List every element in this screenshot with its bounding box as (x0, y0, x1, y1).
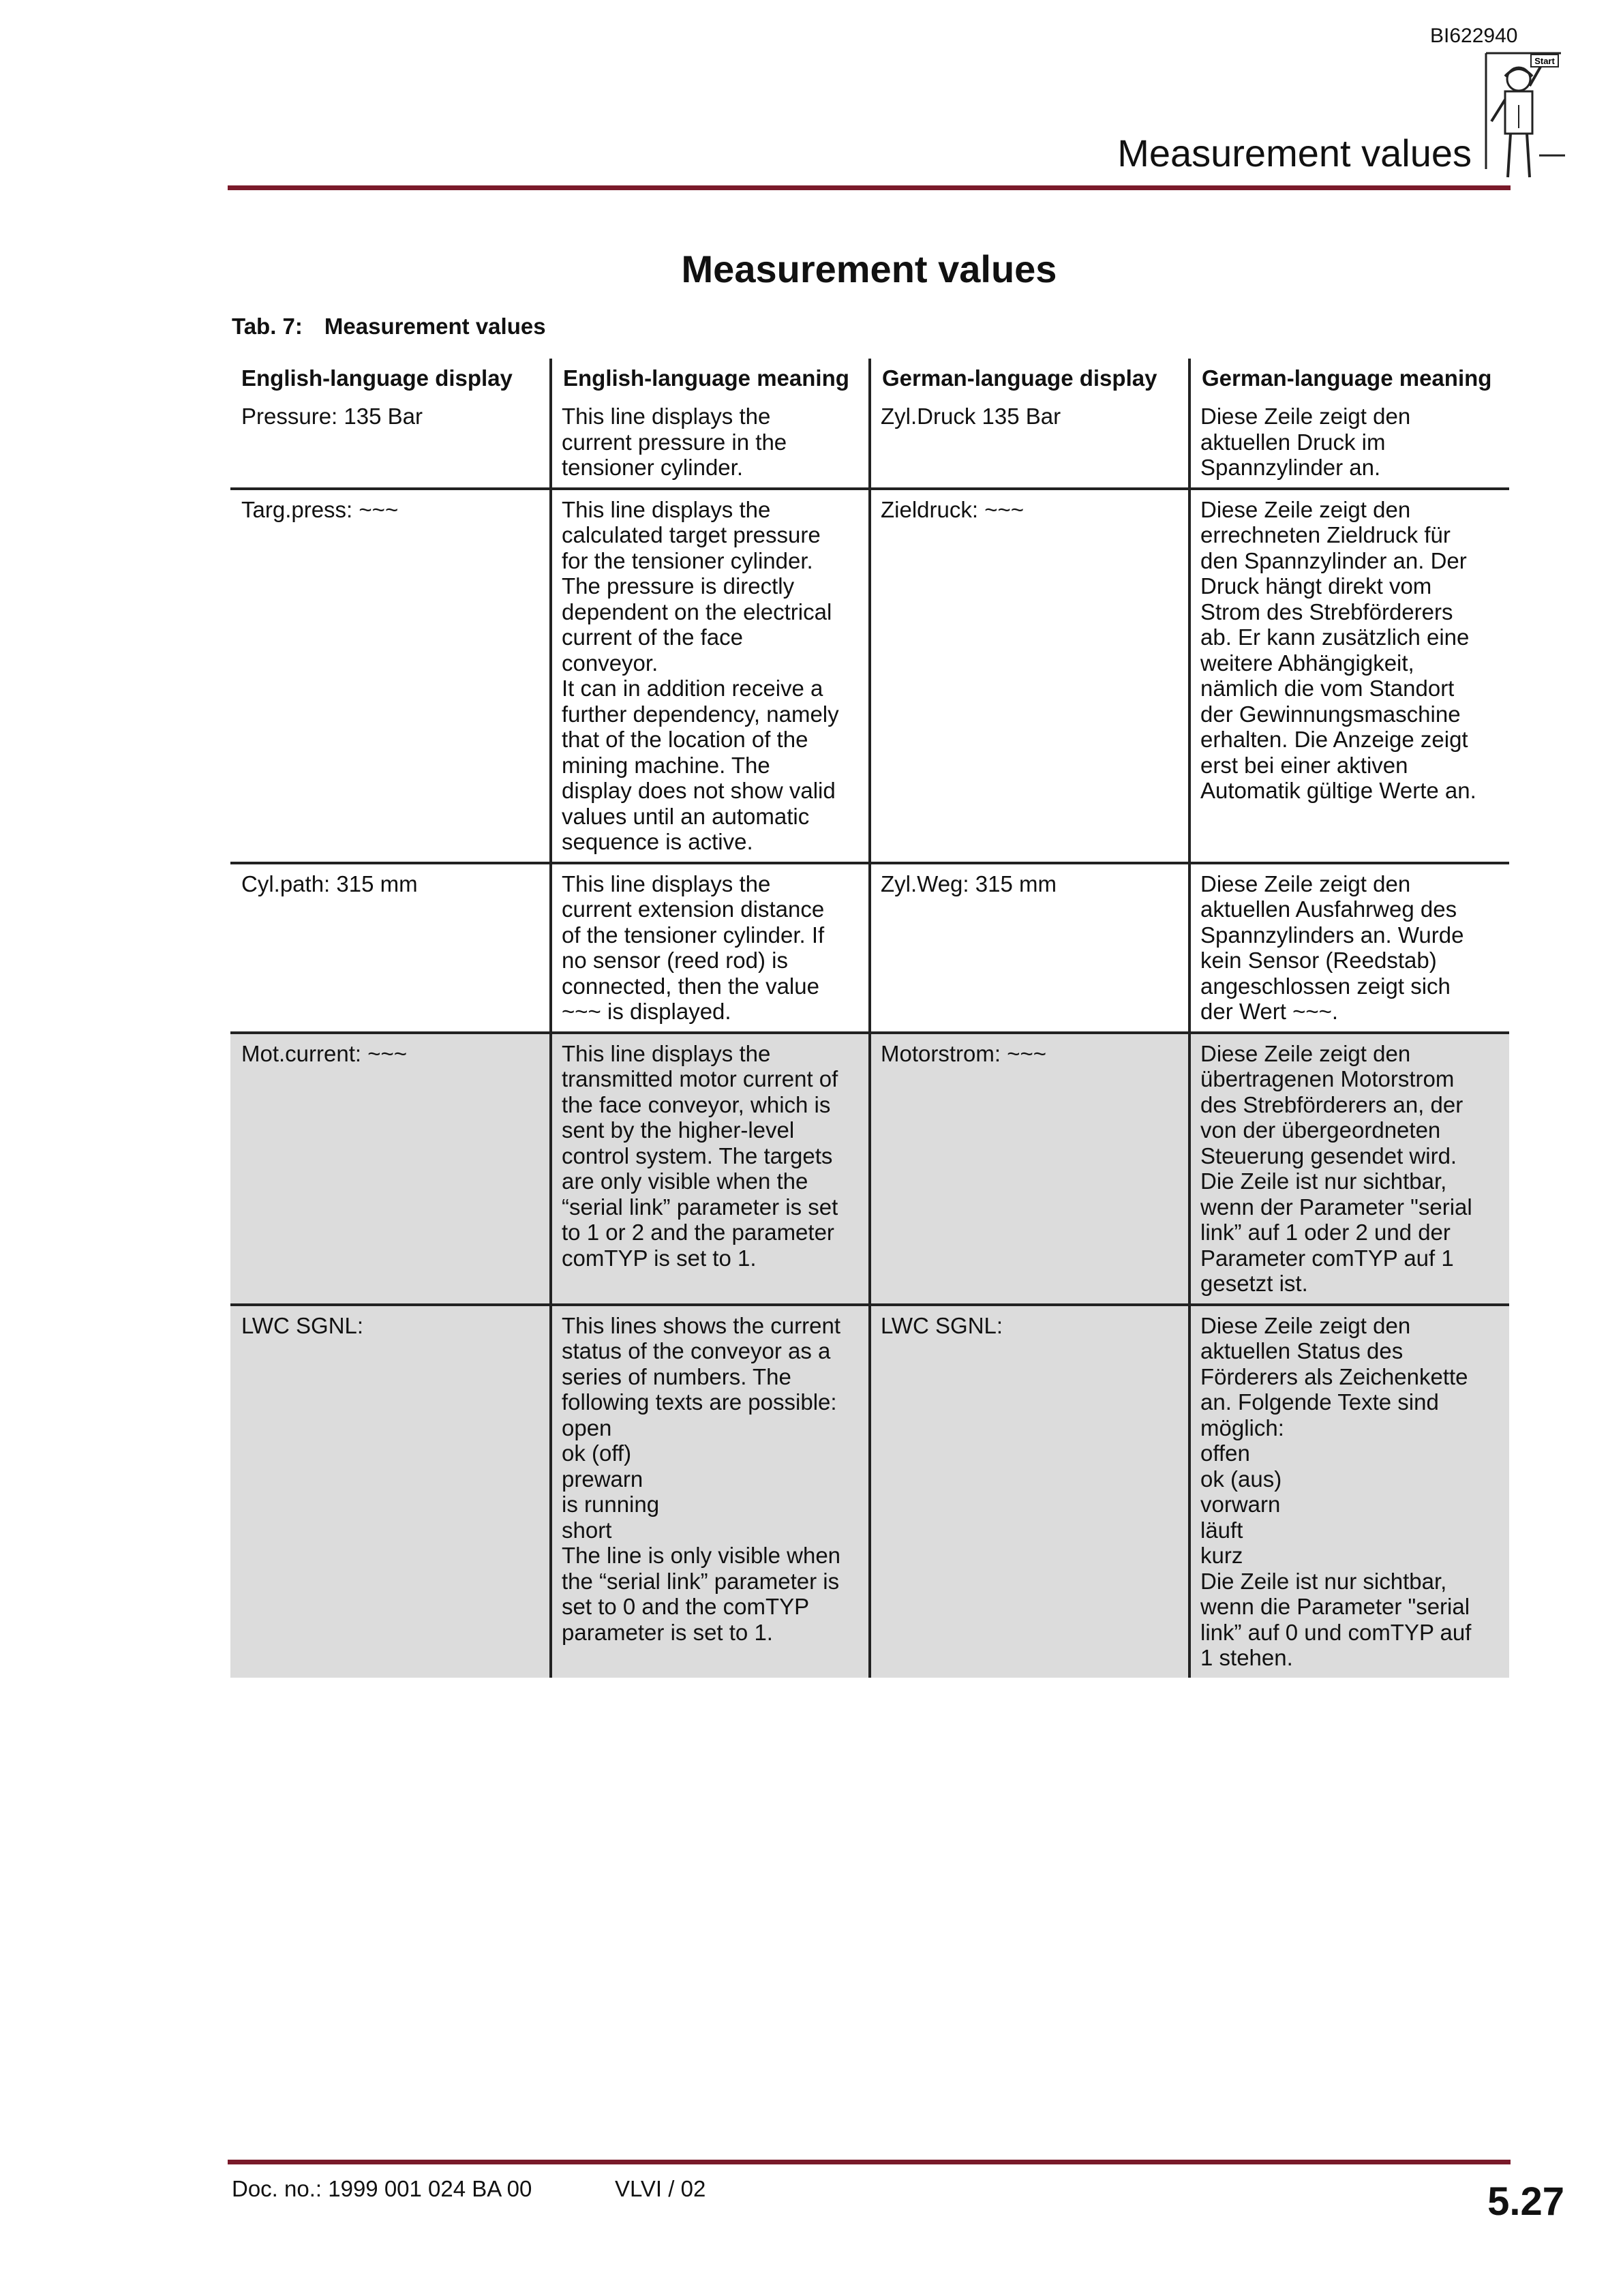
cell-german-meaning: Diese Zeile zeigt den errechneten Zieldruck für den Spannzylinder an. Der Druck hängt direkt vom Strom des Strebförderers ab. Er kann zusätzlich eine weitere Abhängigkeit, nämlich die vom Standort der Gewinnungsmaschine erhalten. Die Anzeige zeigt erst bei einer aktiven Automatik gültige Werte an. (1189, 489, 1509, 863)
cell-german-meaning: Diese Zeile zeigt den aktuellen Druck im Spannzylinder an. (1189, 402, 1509, 489)
cell-english-meaning: This line displays the current extension distance of the tensioner cylinder. If no sensor (reed rod) is connected, then the value ~~~ is displayed. (551, 863, 870, 1033)
cell-german-display: Zieldruck: ~~~ (870, 489, 1189, 863)
header-english-display: English-language display (241, 365, 513, 391)
footer-rule (228, 2160, 1511, 2164)
cell-german-meaning: Diese Zeile zeigt den übertragenen Motorstrom des Strebförderers an, der von der übergeordneten Steuerung gesendet wird. Die Zeile ist nur sichtbar, wenn der Parameter "serial link” auf 1 oder 2 und der Parameter comTYP auf 1 gesetzt ist. (1189, 1033, 1509, 1305)
cell-english-meaning: This line displays the current pressure in the tensioner cylinder. (551, 402, 870, 489)
document-number: Doc. no.: 1999 001 024 BA 00 (232, 2176, 532, 2201)
page-number: 5.27 (1487, 2179, 1564, 2224)
cell-german-display: Motorstrom: ~~~ (870, 1033, 1189, 1305)
cell-german-display: Zyl.Druck 135 Bar (870, 402, 1189, 489)
cell-english-display: Cyl.path: 315 mm (241, 871, 418, 896)
header-title: Measurement values (1117, 132, 1472, 175)
table-row-target-pressure (230, 489, 1509, 863)
table-caption-title: Measurement values (324, 314, 546, 339)
cell-german-meaning: Diese Zeile zeigt den aktuellen Ausfahrweg des Spannzylinders an. Wurde kein Sensor (Reedstab) angeschlossen zeigt sich der Wert ~~~. (1189, 863, 1509, 1033)
cell-english-meaning: This line displays the transmitted motor current of the face conveyor, which is sent by the higher-level control system. The targets are only visible when the “serial link” parameter is set to 1 or 2 and the parameter comTYP is set to 1. (551, 1033, 870, 1305)
measurement-values-table (230, 359, 1509, 1678)
table-row-pressure (230, 402, 1509, 489)
table-header-row (230, 359, 1509, 402)
logo-start-label: Start (1534, 56, 1555, 66)
cell-english-display: Pressure: 135 Bar (241, 404, 423, 429)
document-code: BI622940 (1430, 25, 1518, 47)
cell-german-display: LWC SGNL: (870, 1305, 1189, 1678)
cell-english-meaning: This lines shows the current status of the conveyor as a series of numbers. The following texts are possible: open ok (off) prewarn is running short The line is only visible when the “serial link” parameter is set to 0 and the comTYP parameter is set to 1. (551, 1305, 870, 1678)
table-row-lwc-signal (230, 1305, 1509, 1678)
cell-english-meaning: This line displays the calculated target pressure for the tensioner cylinder. The pressure is directly dependent on the electrical current of the face conveyor. It can in addition receive a further dependency, namely that of the location of the mining machine. The display does not show valid values until an automatic sequence is active. (551, 489, 870, 863)
cell-german-display: Zyl.Weg: 315 mm (870, 863, 1189, 1033)
header-german-meaning: German-language meaning (1189, 359, 1509, 402)
cell-english-display: Targ.press: ~~~ (241, 496, 399, 522)
header-german-display: German-language display (870, 359, 1189, 402)
table-caption (232, 314, 546, 339)
document-version: VLVI / 02 (615, 2176, 706, 2201)
table-row-motor-current (230, 1033, 1509, 1305)
page-title: Measurement values (681, 247, 1057, 290)
header-rule (228, 185, 1511, 190)
cell-english-display: LWC SGNL: (230, 1305, 551, 1678)
table-caption-number: Tab. 7: (232, 314, 303, 339)
cell-german-meaning: Diese Zeile zeigt den aktuellen Status des Förderers als Zeichenkette an. Folgende Texte sind möglich: offen ok (aus) vorwarn läuft kurz Die Zeile ist nur sichtbar, wenn die Parameter "serial link” auf 0 und comTYP auf 1 stehen. (1189, 1305, 1509, 1678)
cell-english-display: Mot.current: ~~~ (230, 1033, 551, 1305)
worker-at-start-switch-icon (1478, 46, 1566, 190)
table-row-cylinder-path (230, 863, 1509, 1033)
header-english-meaning: English-language meaning (551, 359, 870, 402)
